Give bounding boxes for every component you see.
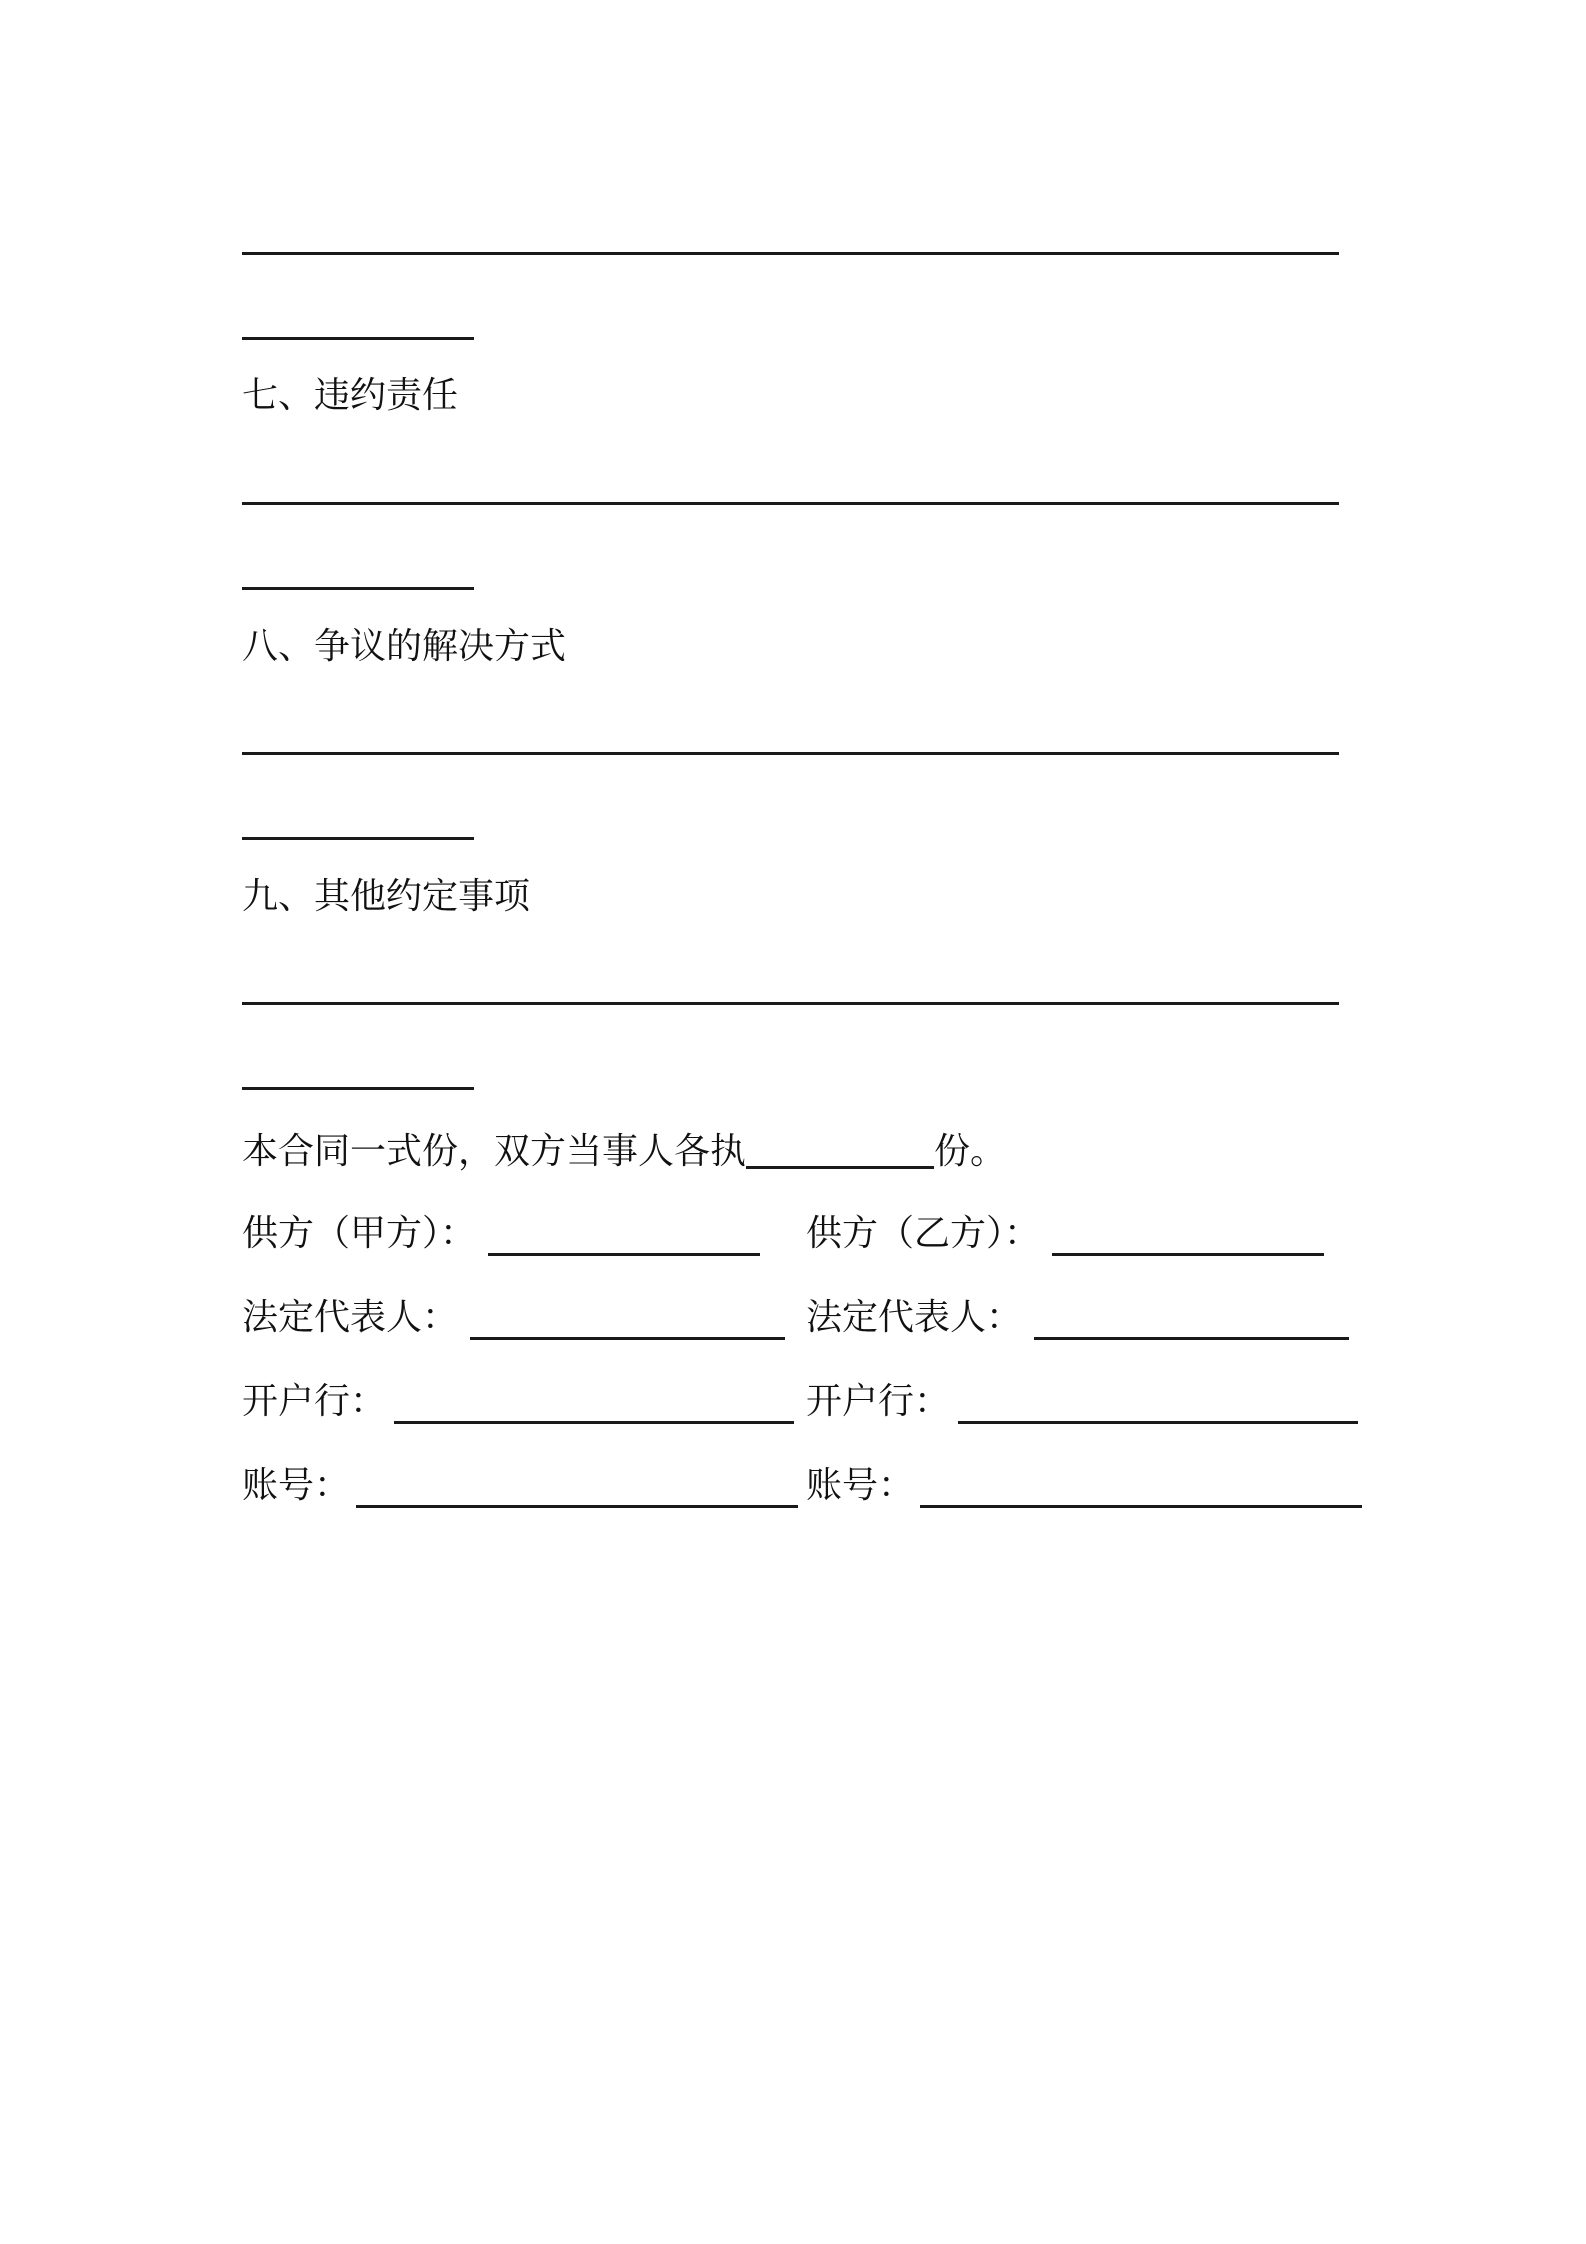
blank-line xyxy=(242,502,1339,505)
blank-line xyxy=(242,587,474,590)
party-a-name-field[interactable] xyxy=(488,1253,760,1256)
party-b-rep-label: 法定代表人： xyxy=(806,1297,1023,1338)
blank-line xyxy=(242,337,474,340)
party-b-name-label: 供方（乙方）： xyxy=(806,1213,1041,1254)
blank-line xyxy=(242,252,1339,255)
party-a-bank-label: 开户行： xyxy=(242,1381,387,1422)
copies-sentence-end: 份。 xyxy=(934,1131,1007,1172)
copies-sentence xyxy=(242,1130,1006,1174)
party-b-name-field[interactable] xyxy=(1052,1253,1324,1256)
blank-line xyxy=(242,837,474,840)
blank-line xyxy=(242,752,1339,755)
section-heading-9: 九、其他约定事项 xyxy=(242,876,531,917)
party-b-rep-field[interactable] xyxy=(1034,1337,1349,1340)
party-b-bank-field[interactable] xyxy=(958,1421,1358,1424)
section-heading-7: 七、违约责任 xyxy=(242,375,459,416)
party-b-account-label: 账号： xyxy=(806,1465,915,1506)
party-a-rep-field[interactable] xyxy=(470,1337,785,1340)
party-b-bank-label: 开户行： xyxy=(806,1381,951,1422)
copies-sentence-start: 本合同一式份，双方当事人各执 xyxy=(242,1131,747,1172)
party-a-account-label: 账号： xyxy=(242,1465,351,1506)
party-a-rep-label: 法定代表人： xyxy=(242,1297,459,1338)
party-a-account-field[interactable] xyxy=(356,1505,798,1508)
section-heading-8: 八、争议的解决方式 xyxy=(242,626,567,667)
party-a-name-label: 供方（甲方）： xyxy=(242,1213,477,1254)
party-b-account-field[interactable] xyxy=(920,1505,1362,1508)
copies-count-field[interactable] xyxy=(746,1166,934,1169)
blank-line xyxy=(242,1087,474,1090)
blank-line xyxy=(242,1002,1339,1005)
party-a-bank-field[interactable] xyxy=(394,1421,794,1424)
